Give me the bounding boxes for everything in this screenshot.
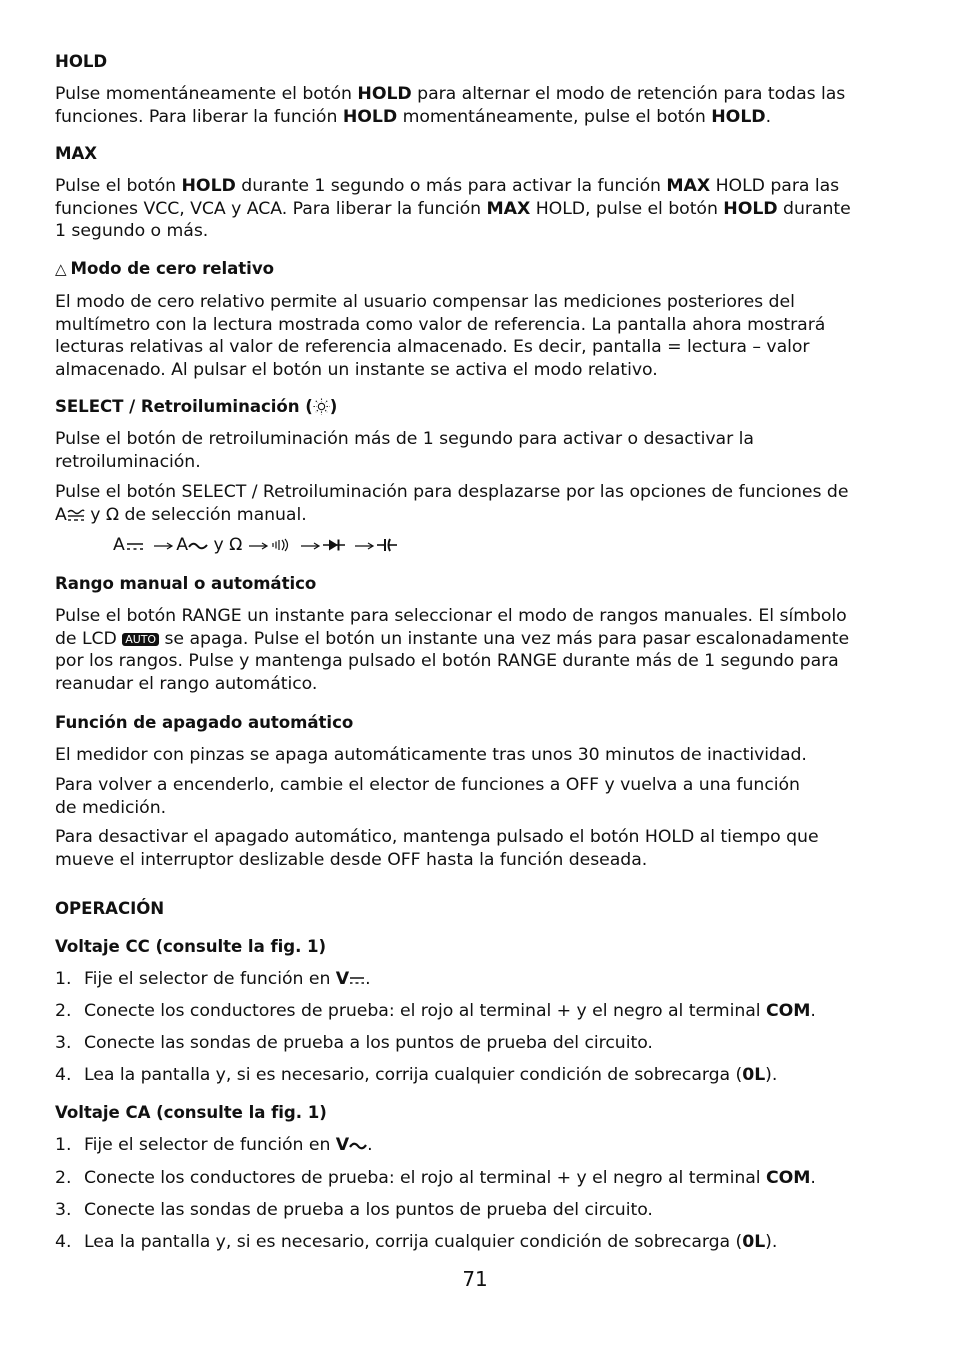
diode-icon xyxy=(323,538,345,552)
dc-symbol-icon xyxy=(125,540,145,552)
capacitor-icon xyxy=(377,538,397,552)
select-paragraph-2: Pulse el botón SELECT / Retroiluminación para desplazarse por las opciones de funciones de A y Ω de selección manual. xyxy=(55,482,849,525)
arrow-right-icon xyxy=(248,540,270,552)
max-paragraph: Pulse el botón HOLD durante 1 segundo o más para activar la función MAX HOLD para las funciones VCC, VCA y ACA. Para liberar la función MAX HOLD, pulse el botón HOLD durante 1 segundo o más. xyxy=(55,176,851,242)
arrow-right-icon xyxy=(150,540,176,552)
autooff-paragraph-3: Para desactivar el apagado automático, mantenga pulsado el botón HOLD al tiempo que mueve el interruptor deslizable desde OFF hasta la función deseada. xyxy=(55,827,819,870)
relative-heading: △ Modo de cero relativo xyxy=(55,259,274,278)
ac-heading: Voltaje CA (consulte la fig. 1) xyxy=(55,1103,327,1122)
auto-lcd-badge: AUTO xyxy=(122,633,159,646)
ac-symbol-icon xyxy=(349,1140,367,1152)
autooff-paragraph-2: Para volver a encenderlo, cambie el elector de funciones a OFF y vuelva a una función de medición. xyxy=(55,775,800,818)
continuity-buzzer-icon xyxy=(270,538,292,552)
range-paragraph: Pulse el botón RANGE un instante para seleccionar el modo de rangos manuales. El símbolo de LCD AUTO se apaga. Pulse el botón un instante una vez más para pasar escalonadamente por los rangos. Pulse y mantenga pulsado el botón RANGE durante más de 1 segundo para reanudar el rango automático. xyxy=(55,606,850,694)
arrow-right-icon xyxy=(297,540,323,552)
operation-heading: OPERACIÓN xyxy=(55,899,165,918)
dc-symbol-icon xyxy=(349,974,365,986)
dc-heading: Voltaje CC (consulte la fig. 1) xyxy=(55,937,327,956)
select-heading: SELECT / Retroiluminación ( ) xyxy=(55,397,338,416)
select-paragraph-1: Pulse el botón de retroiluminación más de 1 segundo para activar o desactivar la retroiluminación. xyxy=(55,429,754,472)
delta-triangle-icon: △ xyxy=(55,260,67,278)
ac-symbol-icon xyxy=(188,540,208,552)
ac-dc-symbol-icon xyxy=(67,508,85,522)
autooff-paragraph-1: El medidor con pinzas se apaga automáticamente tras unos 30 minutos de inactividad. xyxy=(55,745,807,765)
relative-paragraph: El modo de cero relativo permite al usuario compensar las mediciones posteriores del multímetro con la lectura mostrada como valor de referencia. La pantalla ahora mostrará lecturas relativas al valor de referencia almacenado. Es decir, pantalla = lectura – valor almacenado. Al pulsar el botón un instante se activa el modo relativo. xyxy=(55,292,826,380)
function-sequence: A A y Ω xyxy=(113,534,397,557)
hold-paragraph: Pulse momentáneamente el botón HOLD para alternar el modo de retención para todas las funciones. Para liberar la función HOLD momentáneamente, pulse el botón HOLD. xyxy=(55,84,846,127)
autooff-heading: Función de apagado automático xyxy=(55,713,354,732)
arrow-right-icon xyxy=(351,540,377,552)
max-heading: MAX xyxy=(55,144,97,163)
range-heading: Rango manual o automático xyxy=(55,574,317,593)
backlight-sun-icon xyxy=(313,398,330,415)
hold-heading: HOLD xyxy=(55,52,108,71)
page-number: 71 xyxy=(462,1267,488,1291)
